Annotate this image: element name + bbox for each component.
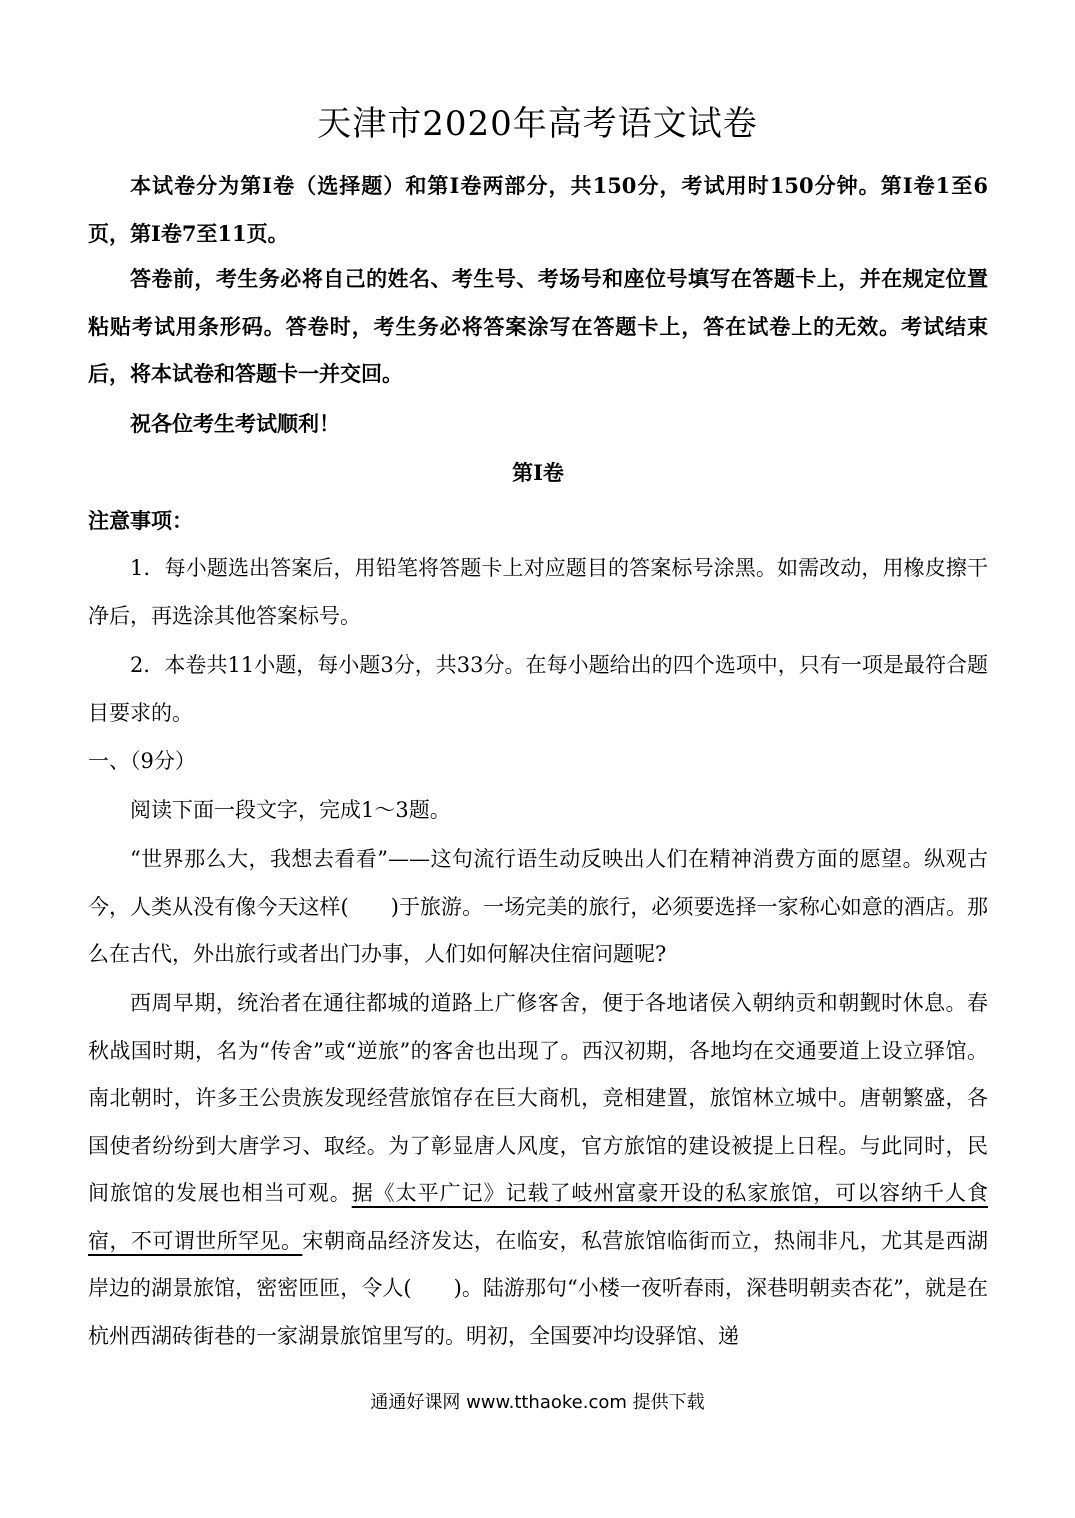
instruction-paragraph-2: 答卷前，考生务必将自己的姓名、考生号、考场号和座位号填写在答题卡上，并在规定位置粘贴考试用条形码。答卷时，考生务必将答案涂写在答题卡上，答在试卷上的无效。考试结束后，将本试卷和答题卡一并交回。 [88, 266, 988, 386]
passage-paragraph-1: “世界那么大，我想去看看”——这句流行语生动反映出人们在精神消费方面的愿望。纵观古今，人类从没有像今天这样( )于旅游。一场完美的旅行，必须要选择一家称心如意的酒店。那么在古代，外出旅行或者出门办事，人们如何解决住宿问题呢? [88, 847, 988, 966]
passage-text-before: 西周早期，统治者在通往都城的道路上广修客舍，便于各地诸侯入朝纳贡和朝觐时休息。春秋战国时期，名为“传舍”或“逆旅”的客舍也出现了。西汉初期，各地均在交通要道上设立驿馆。南北朝时，许多王公贵族发现经营旅馆存在巨大商机，竞相建置，旅馆林立城中。唐朝繁盛，各国使者纷纷到大唐学习、取经。为了彰显唐人风度，官方旅馆的建设被提上日程。与此同时，民间旅馆的发展也相当可观。 [88, 991, 988, 1205]
notice-item-1: 1．每小题选出答案后，用铅笔将答题卡上对应题目的答案标号涂黑。如需改动，用橡皮擦干净后，再选涂其他答案标号。 [88, 556, 988, 628]
exam-title: 天津市2020年高考语文试卷 [317, 104, 758, 144]
part-heading: 一、（9分） [88, 749, 196, 773]
section-heading: 第Ⅰ卷 [512, 460, 564, 485]
passage-text-after: 宋朝商品经济发达，在临安，私营旅馆临街而立，热闹非凡，尤其是西湖岸边的湖景旅馆，密密匝匝，令人( )。陆游那句“小楼一夜听春雨，深巷明朝卖杏花”，就是在杭州西湖砖街巷的一家湖景旅馆里写的。明初，全国要冲均设驿馆、递 [88, 1228, 988, 1348]
passage-paragraph-2 [88, 980, 988, 1360]
notice-item-2: 2．本卷共11小题，每小题3分，共33分。在每小题给出的四个选项中，只有一项是最符合题目要求的。 [88, 653, 988, 725]
underlined-sentence: 据《太平广记》记载了岐州富豪开设的私家旅馆，可以容纳千人食宿，不可谓世所罕见。 [88, 1181, 989, 1253]
instruction-paragraph-1: 本试卷分为第Ⅰ卷（选择题）和第Ⅰ卷两部分，共150分，考试用时150分钟。第Ⅰ卷1至6页，第Ⅰ卷7至11页。 [88, 173, 988, 246]
reading-prompt: 阅读下面一段文字，完成1～3题。 [130, 798, 451, 822]
good-luck-line: 祝各位考生考试顺利！ [130, 411, 340, 436]
page-footer: 通通好课网 www.tthaoke.com 提供下载 [370, 1392, 705, 1413]
notice-heading: 注意事项： [88, 508, 193, 533]
